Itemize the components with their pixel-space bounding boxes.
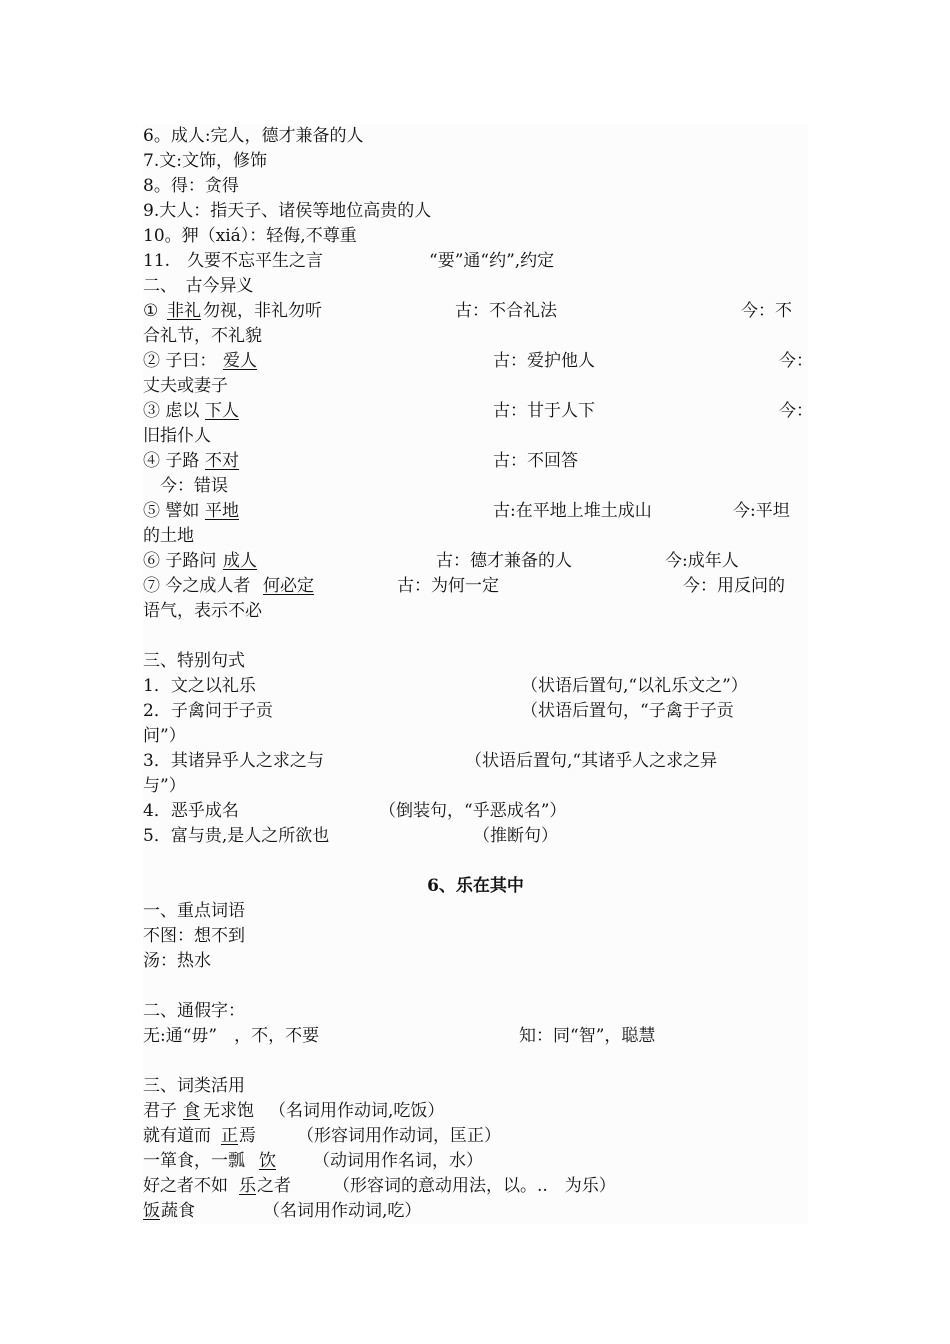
sentence-note: （倒装句，“乎恶成名”） (379, 801, 567, 821)
line-text: ⑤ 譬如 (143, 501, 200, 521)
sentence-note: （状语后置句,“以礼乐文之”） (521, 676, 748, 696)
line-text: 10。狎（xiá）：轻侮,不尊重 (143, 226, 357, 246)
ancient-meaning: 古：不合礼法 (455, 301, 557, 321)
line-text: 蔬食 (161, 1201, 195, 1221)
key-phrase: 下人 (205, 401, 239, 421)
sentence: 5．富与贵,是人之所欲也 (143, 826, 330, 846)
line-text: 一箪食，一瓢 (143, 1151, 245, 1171)
line-text: 11. 久要不忘平生之言 (143, 251, 324, 271)
line-text: 7.文:文饰，修饰 (143, 151, 267, 171)
line-text: 焉 (239, 1126, 256, 1146)
line-text: ④ 子路 (143, 451, 200, 471)
sentence-note: （状语后置句,“其诸乎人之求之异 (465, 751, 718, 771)
modern-meaning: 今:平坦 (733, 501, 790, 521)
line-text: 三、特别句式 (143, 651, 245, 671)
sentence: 3．其诸异乎人之求之与 (143, 751, 324, 771)
sentence-note: （推断句） (473, 826, 558, 846)
line-text: ⑥ 子路问 (143, 551, 217, 571)
key-word: 正 (221, 1126, 238, 1146)
ancient-meaning: 古:在平地上堆土成山 (493, 501, 652, 521)
line-text: 8。得：贪得 (143, 176, 239, 196)
sentence-note: （状语后置句，“子禽于子贡 (521, 701, 734, 721)
usage-note: （形容词用作动词，匡正） (297, 1126, 501, 1146)
ancient-meaning: 古：德才兼备的人 (436, 551, 572, 571)
item-number: ① (143, 301, 159, 321)
title-text: 6、乐在其中 (427, 876, 524, 896)
sentence: 2．子禽问于子贡 (143, 701, 273, 721)
line-text: 6。成人:完人，德才兼备的人 (143, 126, 364, 146)
key-phrase: 成人 (223, 551, 257, 571)
line-text: 合礼节，不礼貌 (143, 326, 262, 346)
line-text: 之者 (257, 1176, 291, 1196)
line-text: 语气，表示不必 (143, 601, 262, 621)
modern-meaning: 今： (779, 401, 813, 421)
ancient-meaning: 古：甘于人下 (493, 401, 595, 421)
modern-meaning: 今:成年人 (665, 551, 739, 571)
line-text: 汤：热水 (143, 951, 211, 971)
line-text: ② 子曰： (143, 351, 217, 371)
line-text: 二、 古今异义 (143, 276, 254, 296)
key-word: 乐 (239, 1176, 256, 1196)
key-phrase: 不对 (205, 451, 239, 471)
line-text: 好之者不如 (143, 1176, 228, 1196)
ancient-meaning: 古：为何一定 (397, 576, 499, 596)
modern-meaning: 今：错误 (143, 476, 228, 496)
line-text: 的土地 (143, 526, 194, 546)
line-text: 勿视，非礼勿听 (203, 301, 322, 321)
line-text: 丈夫或妻子 (143, 376, 228, 396)
document-page (143, 124, 813, 1224)
key-word: 饭 (143, 1201, 160, 1221)
usage-note: （动词用作名词，水） (313, 1151, 483, 1171)
modern-meaning: 今： (779, 351, 813, 371)
ancient-meaning: 古：不回答 (493, 451, 578, 471)
usage-note: （形容词的意动用法，以。.. 为乐） (333, 1176, 616, 1196)
line-text: 无求饱 (203, 1101, 254, 1121)
key-word: 饮 (259, 1151, 276, 1171)
key-word: 食 (183, 1101, 200, 1121)
line-text: 一、重点词语 (143, 901, 245, 921)
line-text: 三、词类活用 (143, 1076, 245, 1096)
ancient-meaning: 古：爱护他人 (493, 351, 595, 371)
line-text: 二、通假字： (143, 1001, 245, 1021)
line-text: 无:通“毋” ，不，不要 (143, 1026, 320, 1046)
line-text: ③ 虑以 (143, 401, 200, 421)
modern-meaning: 今：不 (741, 301, 792, 321)
key-phrase: 平地 (205, 501, 239, 521)
usage-note: （名词用作动词,吃饭） (269, 1101, 445, 1121)
key-phrase: 爱人 (223, 351, 257, 371)
sentence: 1．文之以礼乐 (143, 676, 256, 696)
line-text: 就有道而 (143, 1126, 211, 1146)
line-text: 问”） (143, 726, 186, 746)
modern-meaning: 今：用反问的 (683, 576, 785, 596)
line-text: 与”） (143, 776, 186, 796)
line-note: “要”通“约”,约定 (429, 251, 555, 271)
key-phrase: 非礼 (167, 301, 201, 321)
usage-note: （名词用作动词,吃） (263, 1201, 422, 1221)
line-text: 知：同“智”，聪慧 (519, 1026, 656, 1046)
line-text: 君子 (143, 1101, 177, 1121)
lesson-title (143, 874, 808, 899)
line-text: 旧指仆人 (143, 426, 211, 446)
sentence: 4．恶乎成名 (143, 801, 239, 821)
line-text: 不图：想不到 (143, 926, 245, 946)
key-phrase: 何必定 (263, 576, 314, 596)
line-text: 9.大人：指天子、诸侯等地位高贵的人 (143, 201, 432, 221)
line-text: ⑦ 今之成人者 (143, 576, 251, 596)
